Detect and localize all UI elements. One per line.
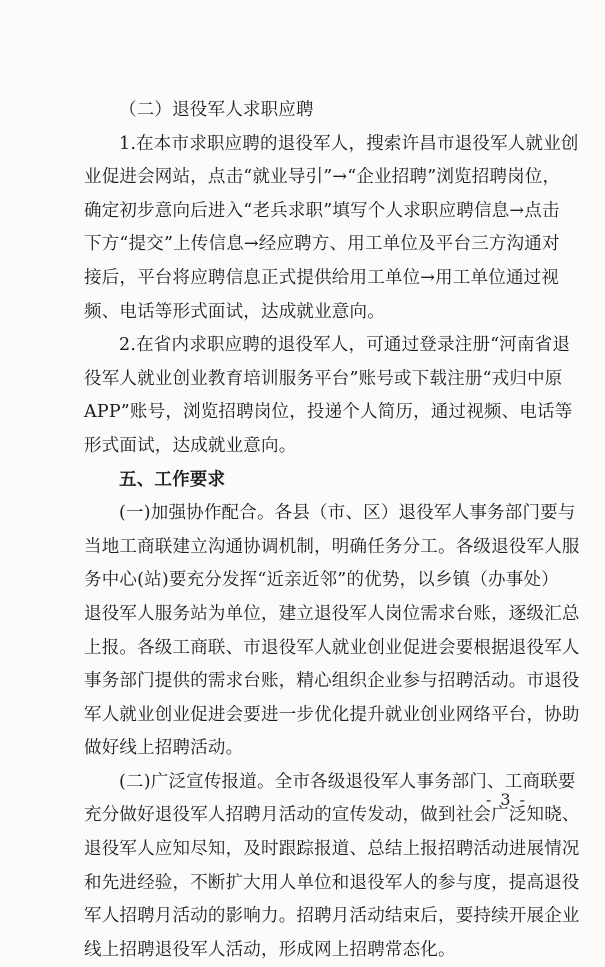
body-line: 形式面试，达成就业意向。 <box>84 435 297 456</box>
body-line: (二)广泛宣传报道。全市各级退役军人事务部门、工商联要 <box>119 771 576 792</box>
body-line: 上报。各级工商联、市退役军人就业创业促进会要根据退役军人 <box>84 637 580 658</box>
body-line: 役军人就业创业教育培训服务平台”账号或下载注册“戎归中原 <box>84 368 563 389</box>
body-line: APP”账号，浏览招聘岗位，投递个人简历，通过视频、电话等 <box>84 402 573 423</box>
body-line: 下方“提交”上传信息→经应聘方、用工单位及平台三方沟通对 <box>84 234 560 255</box>
body-line: 事务部门提供的需求台账，精心组织企业参与招聘活动。市退役 <box>84 671 580 692</box>
body-line: 1.在本市求职应聘的退役军人，搜索许昌市退役军人就业创 <box>119 133 579 154</box>
body-line: 业促进会网站，点击“就业导引”→“企业招聘”浏览招聘岗位， <box>84 167 561 188</box>
body-line: 确定初步意向后进入“老兵求职”填写个人求职应聘信息→点击 <box>84 200 560 221</box>
body-line: 和先进经验，不断扩大用人单位和退役军人的参与度，提高退役 <box>84 872 580 893</box>
body-line: 线上招聘退役军人活动，形成网上招聘常态化。 <box>84 939 456 960</box>
body-line: 当地工商联建立沟通协调机制，明确任务分工。各级退役军人服 <box>84 536 580 557</box>
section-heading: 五、工作要求 <box>119 469 226 490</box>
body-line: 退役军人应知尽知，及时跟踪报道、总结上报招聘活动进展情况 <box>84 839 580 860</box>
body-line: 军人就业创业促进会要进一步优化提升就业创业网络平台，协助 <box>84 704 580 725</box>
body-line: 军人招聘月活动的影响力。招聘月活动结束后，要持续开展企业 <box>84 906 580 927</box>
section-subheading: （二）退役军人求职应聘 <box>119 100 314 120</box>
body-line: 接后，平台将应聘信息正式提供给用工单位→用工单位通过视 <box>84 267 560 288</box>
body-line: 充分做好退役军人招聘月活动的宣传发动，做到社会广泛知晓、 <box>84 805 580 826</box>
body-line: 2.在省内求职应聘的退役军人，可通过登录注册“河南省退 <box>119 335 571 356</box>
document-body <box>84 94 580 967</box>
body-line: 做好线上招聘活动。 <box>84 738 244 759</box>
body-line: 频、电话等形式面试，达成就业意向。 <box>84 301 385 322</box>
page-number: - 3 - <box>485 790 527 809</box>
body-line: 务中心(站)要充分发挥“近亲近邻”的优势，以乡镇（办事处） <box>84 570 559 591</box>
body-line: 退役军人服务站为单位，建立退役军人岗位需求台账，逐级汇总 <box>84 603 580 624</box>
body-line: (一)加强协作配合。各县（市、区）退役军人事务部门要与 <box>119 503 576 524</box>
